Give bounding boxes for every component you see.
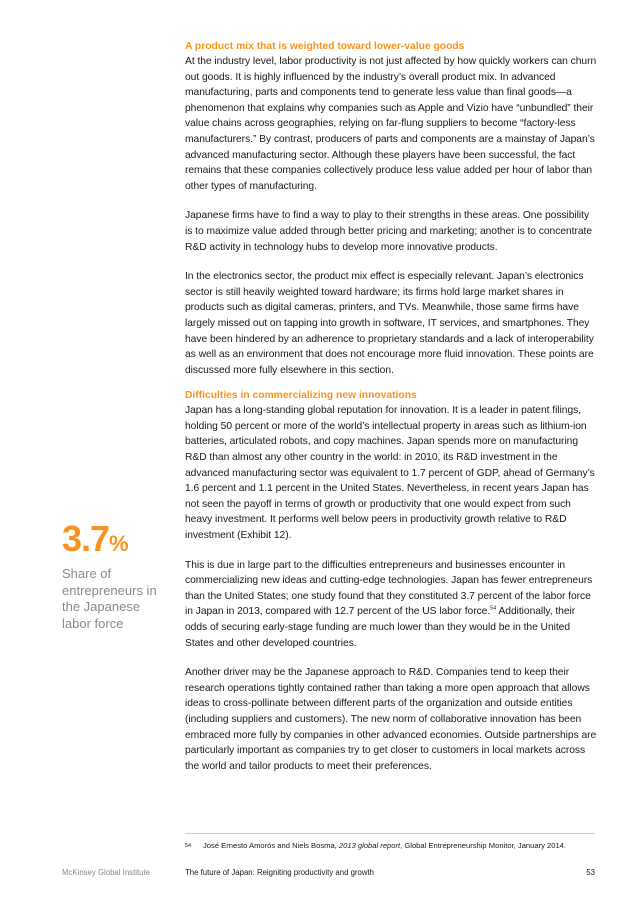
footnote-number: 54 <box>185 843 192 849</box>
footnote-source: , Global Entrepreneurship Monitor, January 2014. <box>400 841 567 850</box>
section-heading-product-mix: A product mix that is weighted toward lower-value goods <box>185 41 465 52</box>
paragraph-text: Additionally, their odds of securing early-stage funding are much lower than they would be in the United States and other developed countries. <box>185 606 576 649</box>
paragraph-text: This is due in large part to the difficulties entrepreneurs and businesses encounter in commercializing new ideas and cutting-edge technologies. Japan has fewer entrepreneurs than the United States; one study found that they constituted 3.7 percent of the labor force in Japan in 2013, compared with 12.7 percent of the US labor force. <box>185 559 593 618</box>
footnote-authors: José Ernesto Amorós and Niels Bosma, <box>203 841 339 850</box>
stat-value <box>62 519 162 564</box>
footnote-divider <box>185 833 595 834</box>
paragraph-commercializing-3: Another driver may be the Japanese approach to R&D. Companies tend to keep their research operations tightly contained rather than taking a more open approach that allows ideas to cross-pollinate between different parts of the organization and outside entities (including suppliers and customers). The new norm of collaborative innovation has been embraced more fully by companies in other advanced economies. Outside partnerships are particularly important as companies try to get closer to customers in local markets across the world and tailor products to meet their preferences. <box>185 667 597 772</box>
footnote-reference[interactable]: 54 <box>490 605 497 612</box>
footnote <box>185 841 605 851</box>
stat-callout <box>62 519 162 632</box>
page-number: 53 <box>586 868 595 877</box>
section-heading-commercializing: Difficulties in commercializing new innovations <box>185 390 417 402</box>
paragraph-commercializing-1: Japan has a long-standing global reputation for innovation. It is a leader in patent filings, holding 50 percent or more of the world’s intellectual property in areas such as lithium-ion batteries, articulated robots, and copy machines. Japan spends more on manufacturing R&D than almost any other country in the world: in 2010, its R&D investment in the advanced manufacturing sector was equivalent to 1.7 percent of GDP, ahead of Germany’s 1.6 percent and 1.1 percent in the United States. Nevertheless, in recent years Japan has not seen the payoff in terms of growth or productivity that one would expect from such heavy investment. It performs well below peers in productivity growth relative to R&D investment (Exhibit 12). <box>185 405 595 542</box>
paragraph-commercializing-2 <box>185 558 597 652</box>
stat-caption: Share of entrepreneurs in the Japanese labor force <box>62 566 157 631</box>
stat-unit: % <box>109 531 129 556</box>
paragraph-product-mix-2: Japanese firms have to find a way to play to their strengths in these areas. One possibility is to maximize value added through better pricing and marketing; another is to concentrate R&D activity in technology hubs to develop more innovative products. <box>185 210 593 253</box>
footer-publisher: McKinsey Global Institute <box>62 868 150 877</box>
paragraph-product-mix-3: In the electronics sector, the product mix effect is especially relevant. Japan’s electronics sector is still heavily weighted toward hardware; its firms hold large market shares in products such as digital cameras, printers, and TVs. Meanwhile, those same firms have largely missed out on tapping into growth in software, IT services, and smartphones. They have been hindered by an adherence to proprietary standards and a lack of interoperability as well as an environment that does not encourage more fluid innovation. These points are discussed more fully elsewhere in this section. <box>185 271 594 376</box>
stat-number: 3.7 <box>62 518 110 559</box>
footnote-title: 2013 global report <box>338 841 401 850</box>
main-content <box>185 39 597 774</box>
paragraph-product-mix-1: At the industry level, labor productivity is not just affected by how quickly workers can churn out goods. It is highly influenced by the industry’s overall product mix. In advanced manufacturing, parts and components tend to generate less value than final goods—a phenomenon that explains why companies such as Apple and Vizio have “unbundled” their value chains across geographies, relying on far-flung suppliers to become “factory-less manufacturers.” By contrast, producers of parts and components are a mainstay of Japan’s advanced manufacturing sector. Although these players have been successful, the fact remains that these companies collectively produce less value added per hour of labor than other types of manufacturing. <box>185 56 597 192</box>
footer-report-title: The future of Japan: Reigniting productivity and growth <box>185 868 374 877</box>
